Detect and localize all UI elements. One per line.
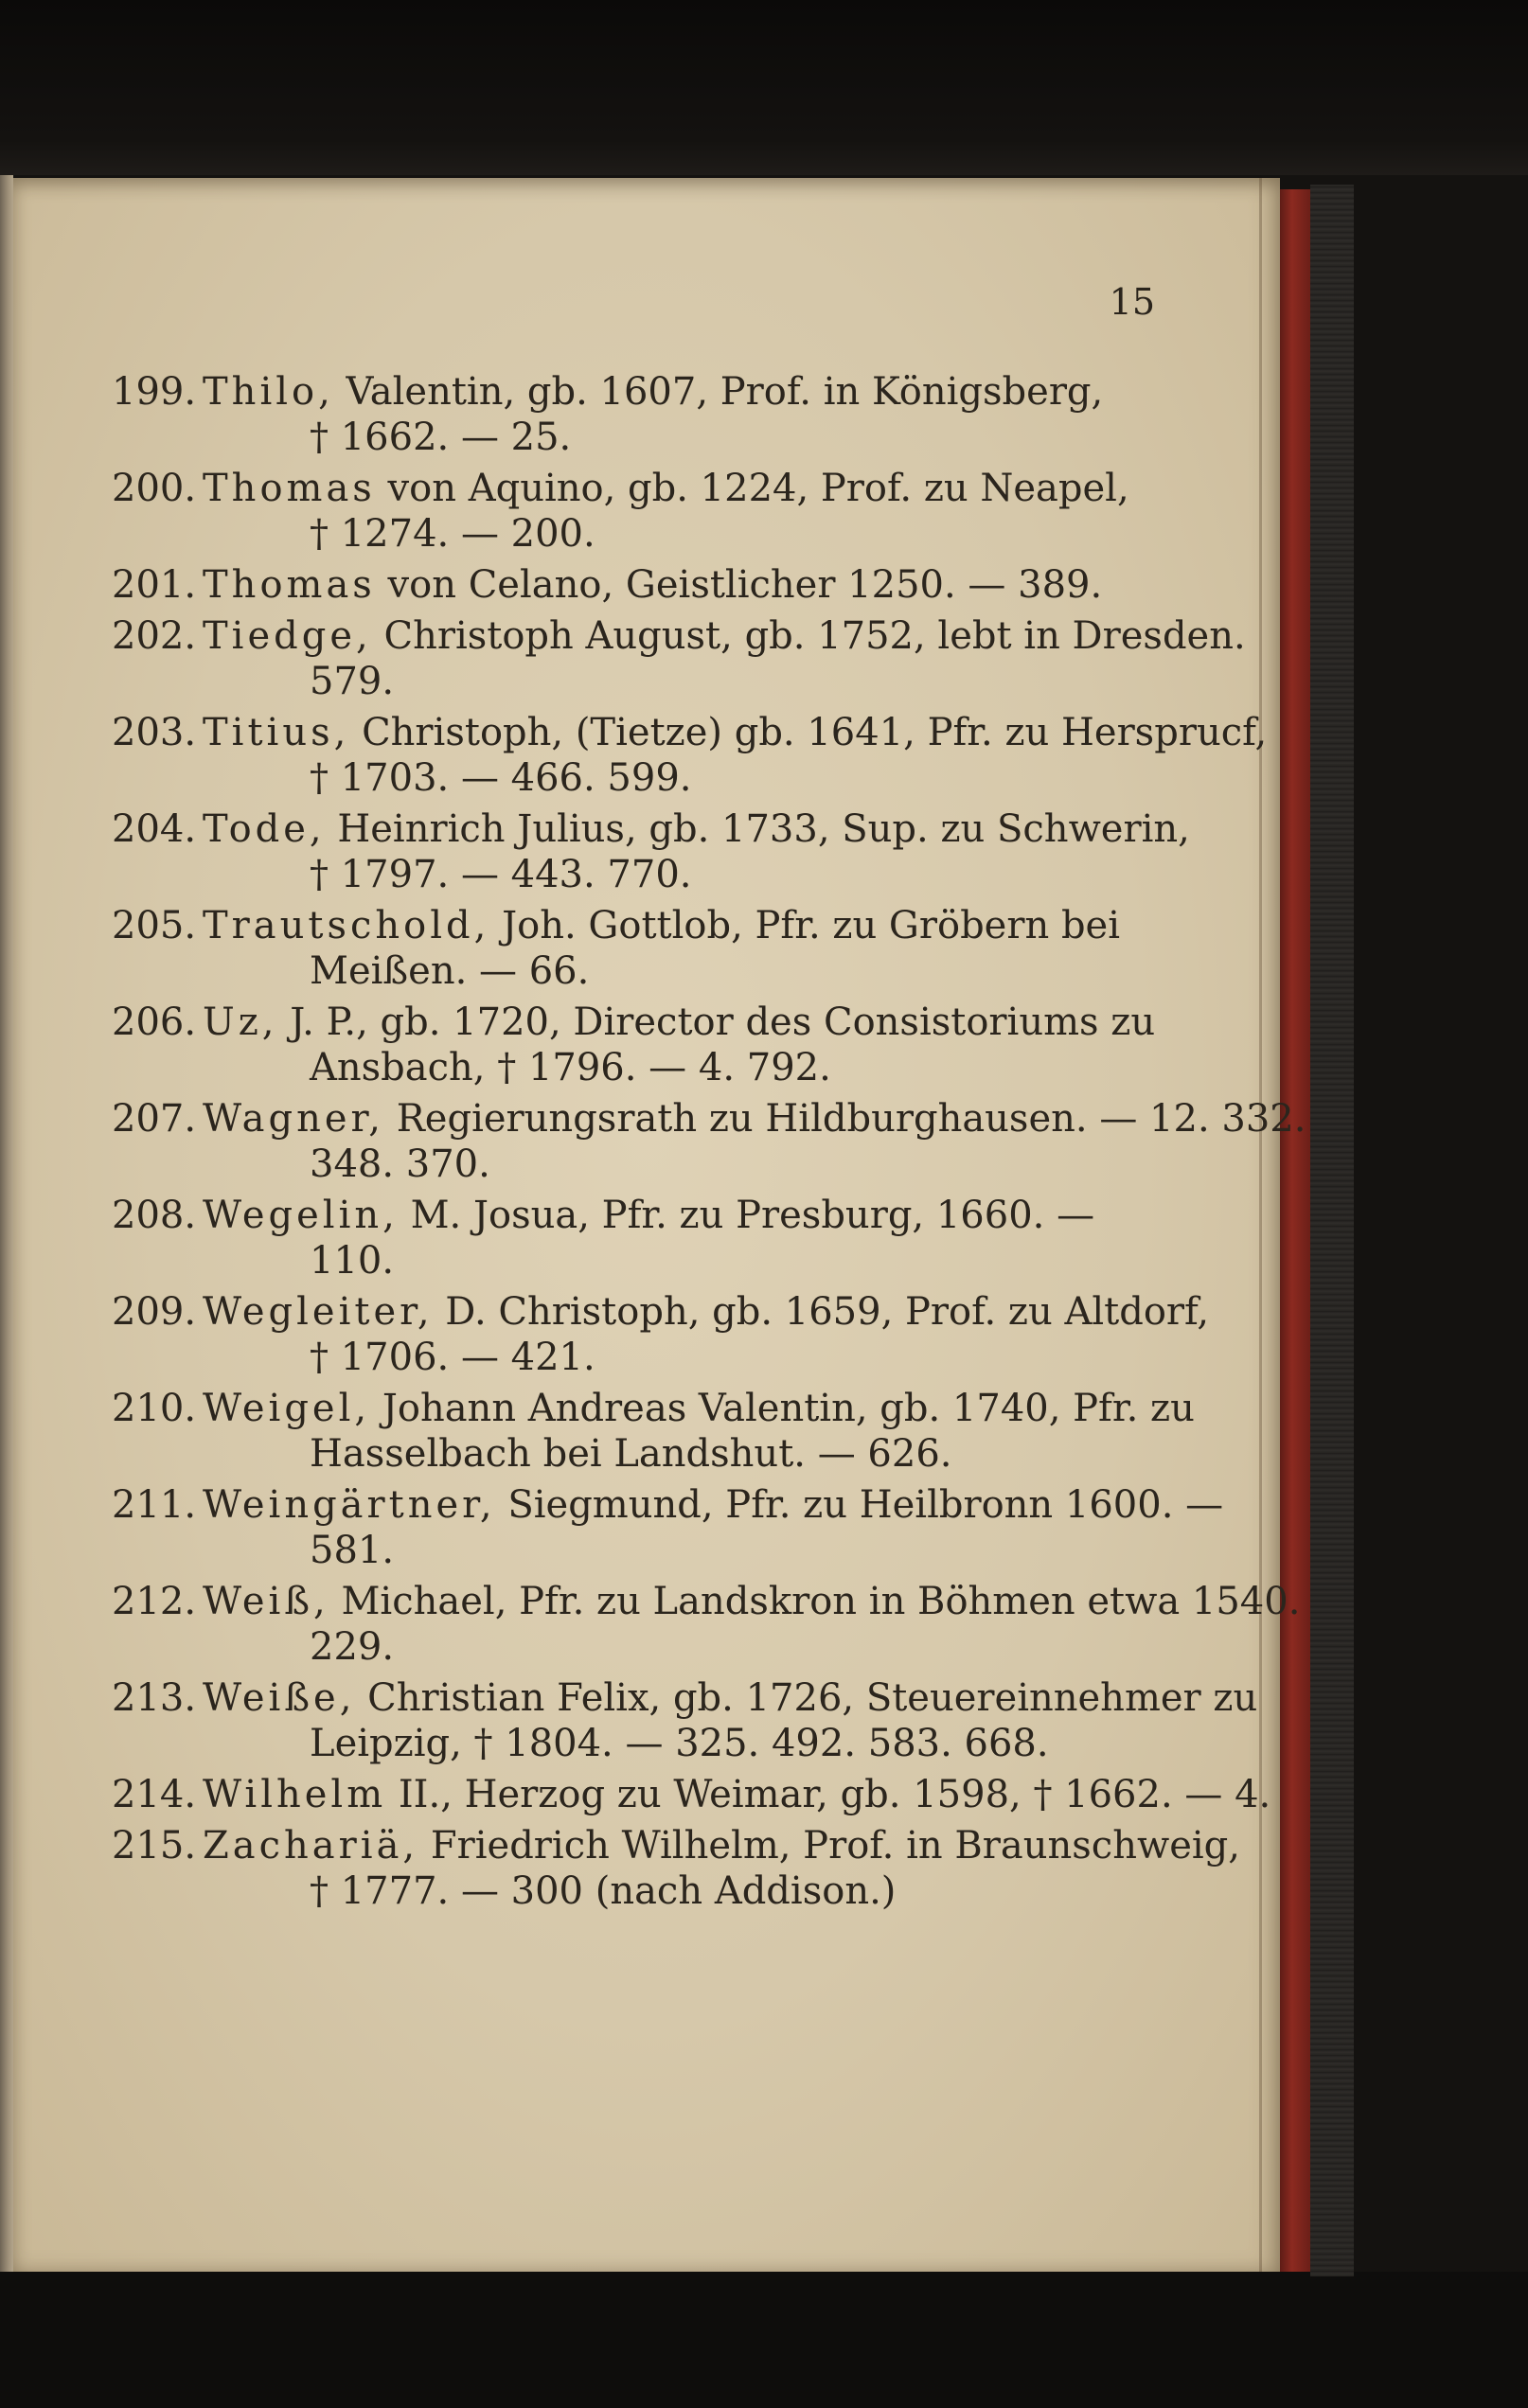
entry-name: Tode, — [203, 807, 326, 851]
dark-background-top — [0, 0, 1528, 175]
entry-first-line — [112, 1289, 1210, 1335]
entry-number: 202. — [112, 614, 197, 658]
index-entry — [112, 562, 1191, 608]
entry-first-line — [112, 466, 1191, 511]
entry-name: Thilo, — [203, 370, 334, 414]
index-entry — [112, 806, 1191, 897]
entry-first-line — [112, 1386, 1195, 1431]
entry-name: Wegleiter, — [203, 1290, 434, 1334]
entry-first-line — [112, 710, 1268, 755]
index-entry-list — [112, 369, 1306, 1920]
entry-name: Tiedge, — [203, 614, 372, 658]
entry-first-line — [112, 1193, 1191, 1238]
entry-name: Wilhelm — [203, 1773, 387, 1816]
entry-first-line — [112, 1000, 1191, 1045]
entry-details: Christian Felix, gb. 1726, Steuereinnehmer zu — [367, 1676, 1258, 1720]
entry-number: 201. — [112, 563, 197, 607]
entry-number: 209. — [112, 1290, 197, 1334]
entry-name: Wagner, — [203, 1097, 384, 1141]
page-number: 15 — [1109, 281, 1155, 323]
entry-details: von Aquino, gb. 1224, Prof. zu Neapel, — [387, 467, 1129, 510]
index-entry — [112, 369, 1191, 460]
entry-details: Siegmund, Pfr. zu Heilbronn 1600. — — [507, 1483, 1224, 1527]
index-entry — [112, 1386, 1195, 1477]
index-entry — [112, 466, 1191, 557]
entry-details: J. P., gb. 1720, Director des Consistoriums zu — [290, 1000, 1156, 1044]
entry-first-line — [112, 1482, 1224, 1528]
previous-page-edge — [0, 175, 13, 2272]
entry-number: 200. — [112, 467, 197, 510]
entry-number: 212. — [112, 1580, 197, 1623]
index-entry — [112, 1289, 1210, 1380]
entry-first-line — [112, 369, 1191, 415]
entry-first-line — [112, 806, 1191, 852]
dark-background-bottom — [0, 2272, 1528, 2408]
entry-continuation: Meißen. — 66. — [310, 949, 590, 993]
entry-details: D. Christoph, gb. 1659, Prof. zu Altdorf, — [445, 1290, 1210, 1334]
entry-first-line — [112, 1579, 1301, 1624]
entry-name: Weiße, — [203, 1676, 356, 1720]
entry-continuation: † 1797. — 443. 770. — [310, 853, 692, 896]
book-cover-spine — [1310, 185, 1354, 2276]
entry-details: Johann Andreas Valentin, gb. 1740, Pfr. zu — [382, 1387, 1195, 1430]
entry-details: M. Josua, Pfr. zu Presburg, 1660. — — [410, 1194, 1095, 1237]
entry-continuation: 348. 370. — [310, 1142, 490, 1186]
entry-continuation: † 1703. — 466. 599. — [310, 756, 692, 800]
entry-number: 215. — [112, 1824, 197, 1868]
entry-first-line — [112, 613, 1246, 659]
entry-number: 208. — [112, 1194, 197, 1237]
index-entry — [112, 1482, 1224, 1573]
entry-continuation: Hasselbach bei Landshut. — 626. — [310, 1432, 952, 1476]
index-entry — [112, 1193, 1191, 1284]
entry-continuation: 110. — [310, 1239, 395, 1283]
index-entry — [112, 1096, 1306, 1187]
entry-continuation: † 1706. — 421. — [310, 1336, 595, 1379]
entry-continuation: 579. — [310, 660, 395, 703]
entry-continuation: † 1274. — 200. — [310, 512, 595, 556]
entry-number: 204. — [112, 807, 197, 851]
entry-number: 205. — [112, 904, 197, 947]
index-entry — [112, 1823, 1240, 1914]
entry-name: Trautschold, — [203, 904, 490, 947]
entry-name: Titius, — [203, 711, 350, 754]
book-cover-red-edge — [1280, 189, 1310, 2272]
entry-name: Uz, — [203, 1000, 278, 1044]
entry-details: II., Herzog zu Weimar, gb. 1598, † 1662. — 4. — [398, 1773, 1271, 1816]
entry-first-line — [112, 1823, 1240, 1868]
entry-details: Valentin, gb. 1607, Prof. in Königsberg, — [346, 370, 1104, 414]
entry-name: Thomas — [203, 563, 376, 607]
entry-number: 210. — [112, 1387, 197, 1430]
entry-number: 211. — [112, 1483, 197, 1527]
index-entry — [112, 1675, 1258, 1766]
entry-details: Christoph August, gb. 1752, lebt in Dresden. — [383, 614, 1246, 658]
entry-name: Wegelin, — [203, 1194, 399, 1237]
index-entry — [112, 903, 1191, 994]
entry-name: Thomas — [203, 467, 376, 510]
entry-details: Joh. Gottlob, Pfr. zu Gröbern bei — [502, 904, 1121, 947]
entry-number: 213. — [112, 1676, 197, 1720]
entry-details: Friedrich Wilhelm, Prof. in Braunschweig, — [430, 1824, 1240, 1868]
entry-first-line — [112, 1096, 1306, 1142]
entry-continuation: † 1662. — 25. — [310, 416, 572, 459]
entry-number: 203. — [112, 711, 197, 754]
index-entry — [112, 1772, 1271, 1817]
entry-details: Heinrich Julius, gb. 1733, Sup. zu Schwerin, — [337, 807, 1190, 851]
index-entry — [112, 613, 1246, 704]
entry-continuation: 581. — [310, 1529, 395, 1572]
entry-continuation: Ansbach, † 1796. — 4. 792. — [310, 1046, 831, 1089]
entry-details: von Celano, Geistlicher 1250. — 389. — [387, 563, 1103, 607]
entry-number: 214. — [112, 1773, 197, 1816]
entry-first-line — [112, 903, 1191, 948]
entry-details: Christoph, (Tietze) gb. 1641, Pfr. zu Hersprucf, — [362, 711, 1268, 754]
index-entry — [112, 1579, 1301, 1670]
entry-details: Michael, Pfr. zu Landskron in Böhmen etwa 1540. — [341, 1580, 1301, 1623]
entry-first-line — [112, 562, 1191, 608]
entry-name: Weiß, — [203, 1580, 329, 1623]
entry-first-line — [112, 1675, 1258, 1721]
entry-name: Weingärtner, — [203, 1483, 496, 1527]
entry-number: 207. — [112, 1097, 197, 1141]
entry-continuation: 229. — [310, 1625, 395, 1669]
index-entry — [112, 1000, 1191, 1090]
entry-name: Weigel, — [203, 1387, 371, 1430]
page-edge-shadow — [1259, 178, 1262, 2272]
index-entry — [112, 710, 1268, 801]
entry-first-line — [112, 1772, 1271, 1817]
entry-continuation: † 1777. — 300 (nach Addison.) — [310, 1869, 897, 1913]
entry-number: 199. — [112, 370, 197, 414]
entry-name: Zachariä, — [203, 1824, 419, 1868]
entry-continuation: Leipzig, † 1804. — 325. 492. 583. 668. — [310, 1722, 1049, 1765]
entry-details: Regierungsrath zu Hildburghausen. — 12. 332. — [396, 1097, 1306, 1141]
entry-number: 206. — [112, 1000, 197, 1044]
